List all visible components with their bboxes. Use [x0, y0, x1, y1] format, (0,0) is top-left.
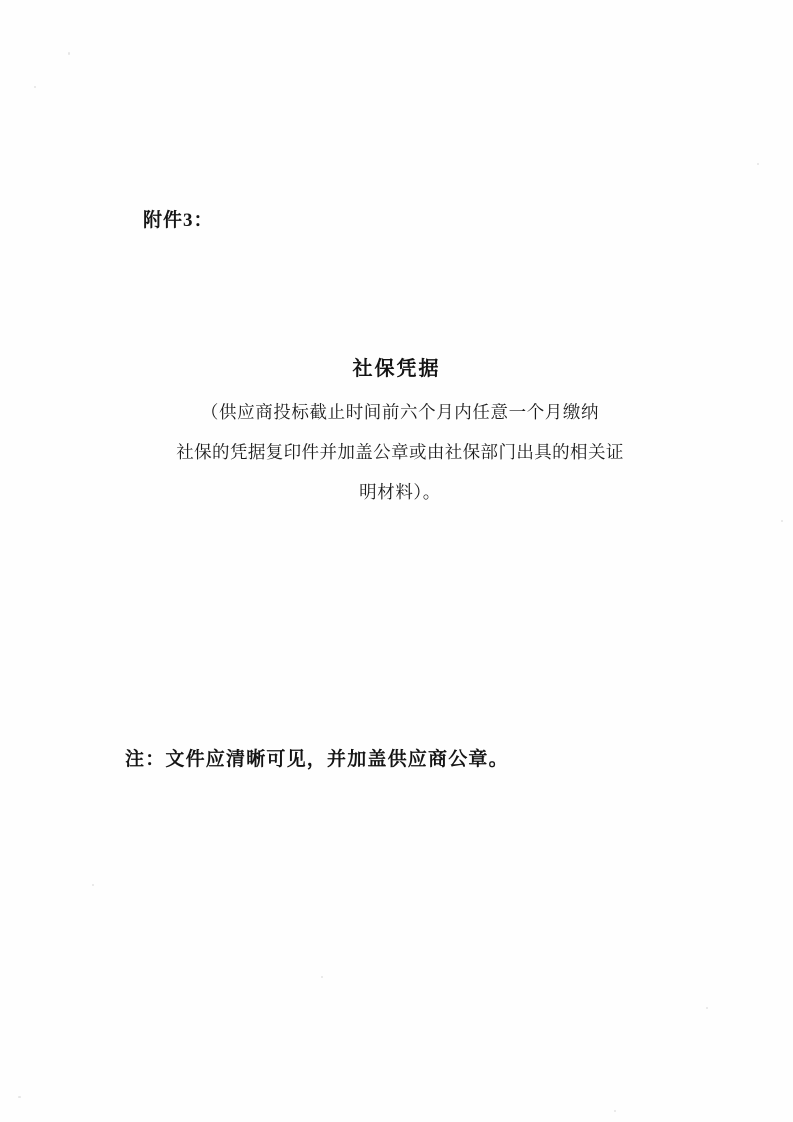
scan-speck: [321, 976, 323, 978]
scan-speck: [92, 884, 94, 886]
page-title: 社保凭据: [352, 358, 441, 380]
note-text: 注：文件应清晰可见，并加盖供应商公章。: [125, 749, 509, 770]
scan-speck: [18, 1096, 21, 1098]
scan-speck: [757, 163, 759, 165]
subtitle-line-2: 社保的凭据复印件并加盖公章或由社保部门出具的相关证: [176, 442, 624, 462]
subtitle-line-3: 明材料）。: [359, 482, 441, 502]
attachment-label: 附件3：: [143, 210, 214, 231]
scan-speck: [614, 1110, 616, 1112]
subtitle-line-1: （供应商投标截止时间前六个月内任意一个月缴纳: [200, 402, 600, 422]
scan-speck: [706, 1007, 708, 1009]
scan-speck: [34, 86, 36, 88]
subtitle-block: [150, 392, 650, 512]
scan-speck: [781, 520, 783, 522]
scan-speck: [68, 52, 70, 55]
